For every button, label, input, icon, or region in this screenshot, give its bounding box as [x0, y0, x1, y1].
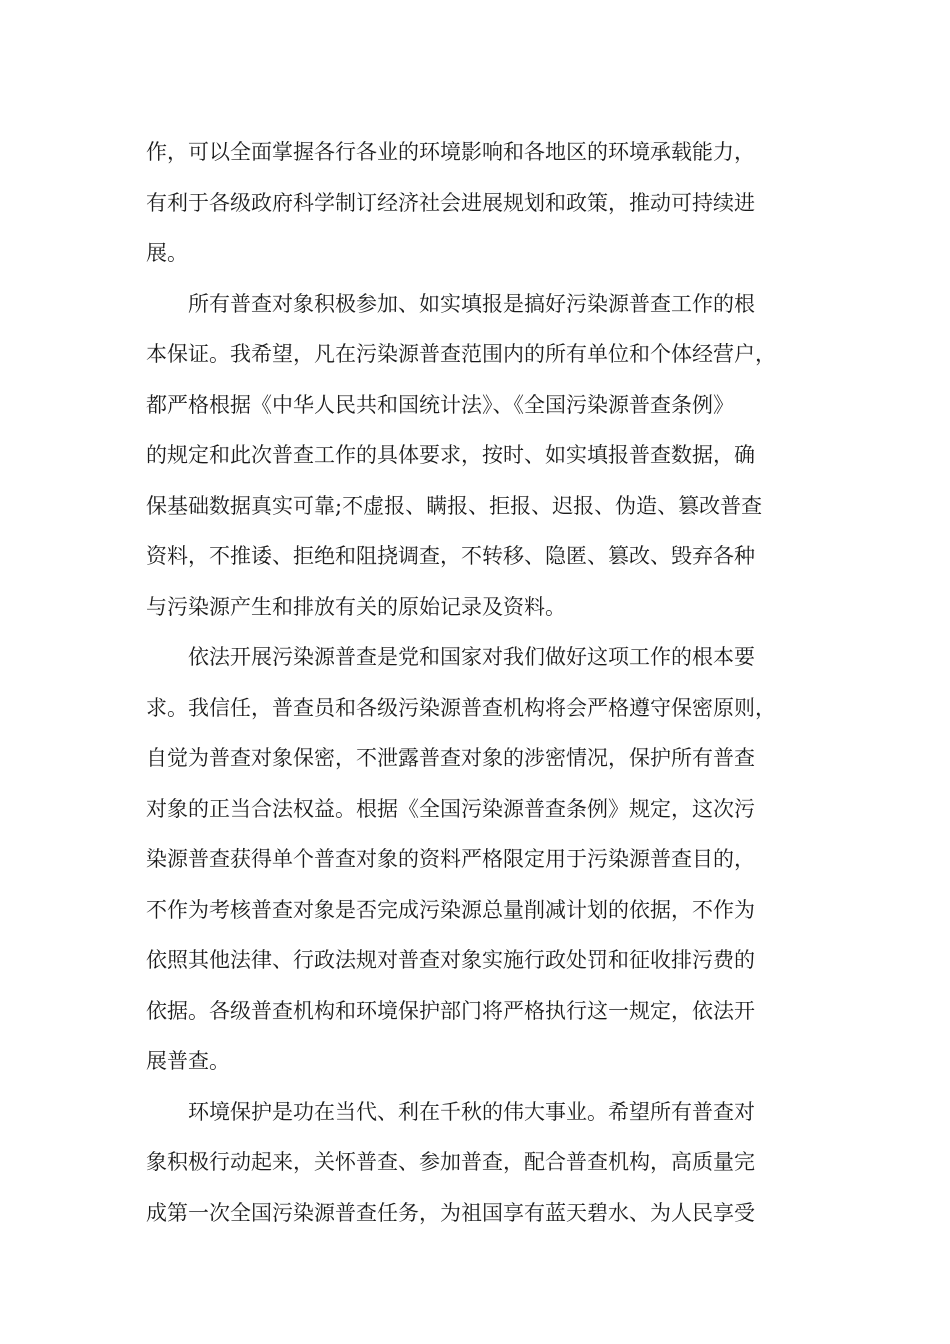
text-line: 作，可以全面掌握各行各业的环境影响和各地区的环境承载能力， — [146, 140, 755, 164]
paragraph-first-line: 所有普查对象积极参加、如实填报是搞好污染源普查工作的根 — [188, 291, 755, 316]
text-line: 不作为考核普查对象是否完成污染源总量削减计划的依据，不作为 — [146, 897, 755, 922]
text-line: 保基础数据真实可靠;不虚报、瞒报、拒报、迟报、伪造、篡改普查 — [146, 493, 763, 518]
paragraph-first-line: 依法开展污染源普查是党和国家对我们做好这项工作的根本要 — [188, 645, 755, 669]
paragraph-first-line: 环境保护是功在当代、利在千秋的伟大事业。希望所有普查对 — [188, 1099, 755, 1124]
text-line: 对象的正当合法权益。根据《全国污染源普查条例》规定，这次污 — [146, 796, 755, 821]
text-line: 求。我信任，普查员和各级污染源普查机构将会严格遵守保密原则， — [146, 695, 776, 720]
text-line: 依据。各级普查机构和环境保护部门将严格执行这一规定，依法开 — [146, 998, 755, 1023]
text-line: 依照其他法律、行政法规对普查对象实施行政处罚和征收排污费的 — [146, 948, 755, 972]
text-line: 自觉为普查对象保密，不泄露普查对象的涉密情况，保护所有普查 — [146, 746, 755, 770]
text-line: 有利于各级政府科学制订经济社会进展规划和政策，推动可持续进 — [146, 190, 755, 215]
text-line: 都严格根据《中华人民共和国统计法》、《全国污染源普查条例》 — [146, 392, 734, 417]
text-line: 的规定和此次普查工作的具体要求，按时、如实填报普查数据，确 — [146, 443, 755, 467]
text-line: 染源普查获得单个普查对象的资料严格限定用于污染源普查目的， — [146, 847, 755, 871]
text-line: 成第一次全国污染源普查任务，为祖国享有蓝天碧水、为人民享受 — [146, 1200, 755, 1225]
body-text — [146, 127, 826, 1238]
text-line: 本保证。我希望，凡在污染源普查范围内的所有单位和个体经营户， — [146, 342, 776, 366]
text-line: 象积极行动起来，关怀普查、参加普查，配合普查机构，高质量完 — [146, 1150, 755, 1174]
text-line: 与污染源产生和排放有关的原始记录及资料。 — [146, 594, 566, 619]
text-line: 展。 — [146, 241, 188, 265]
text-line: 展普查。 — [146, 1049, 230, 1073]
text-line: 资料，不推诿、拒绝和阻挠调查，不转移、隐匿、篡改、毁弃各种 — [146, 544, 755, 568]
